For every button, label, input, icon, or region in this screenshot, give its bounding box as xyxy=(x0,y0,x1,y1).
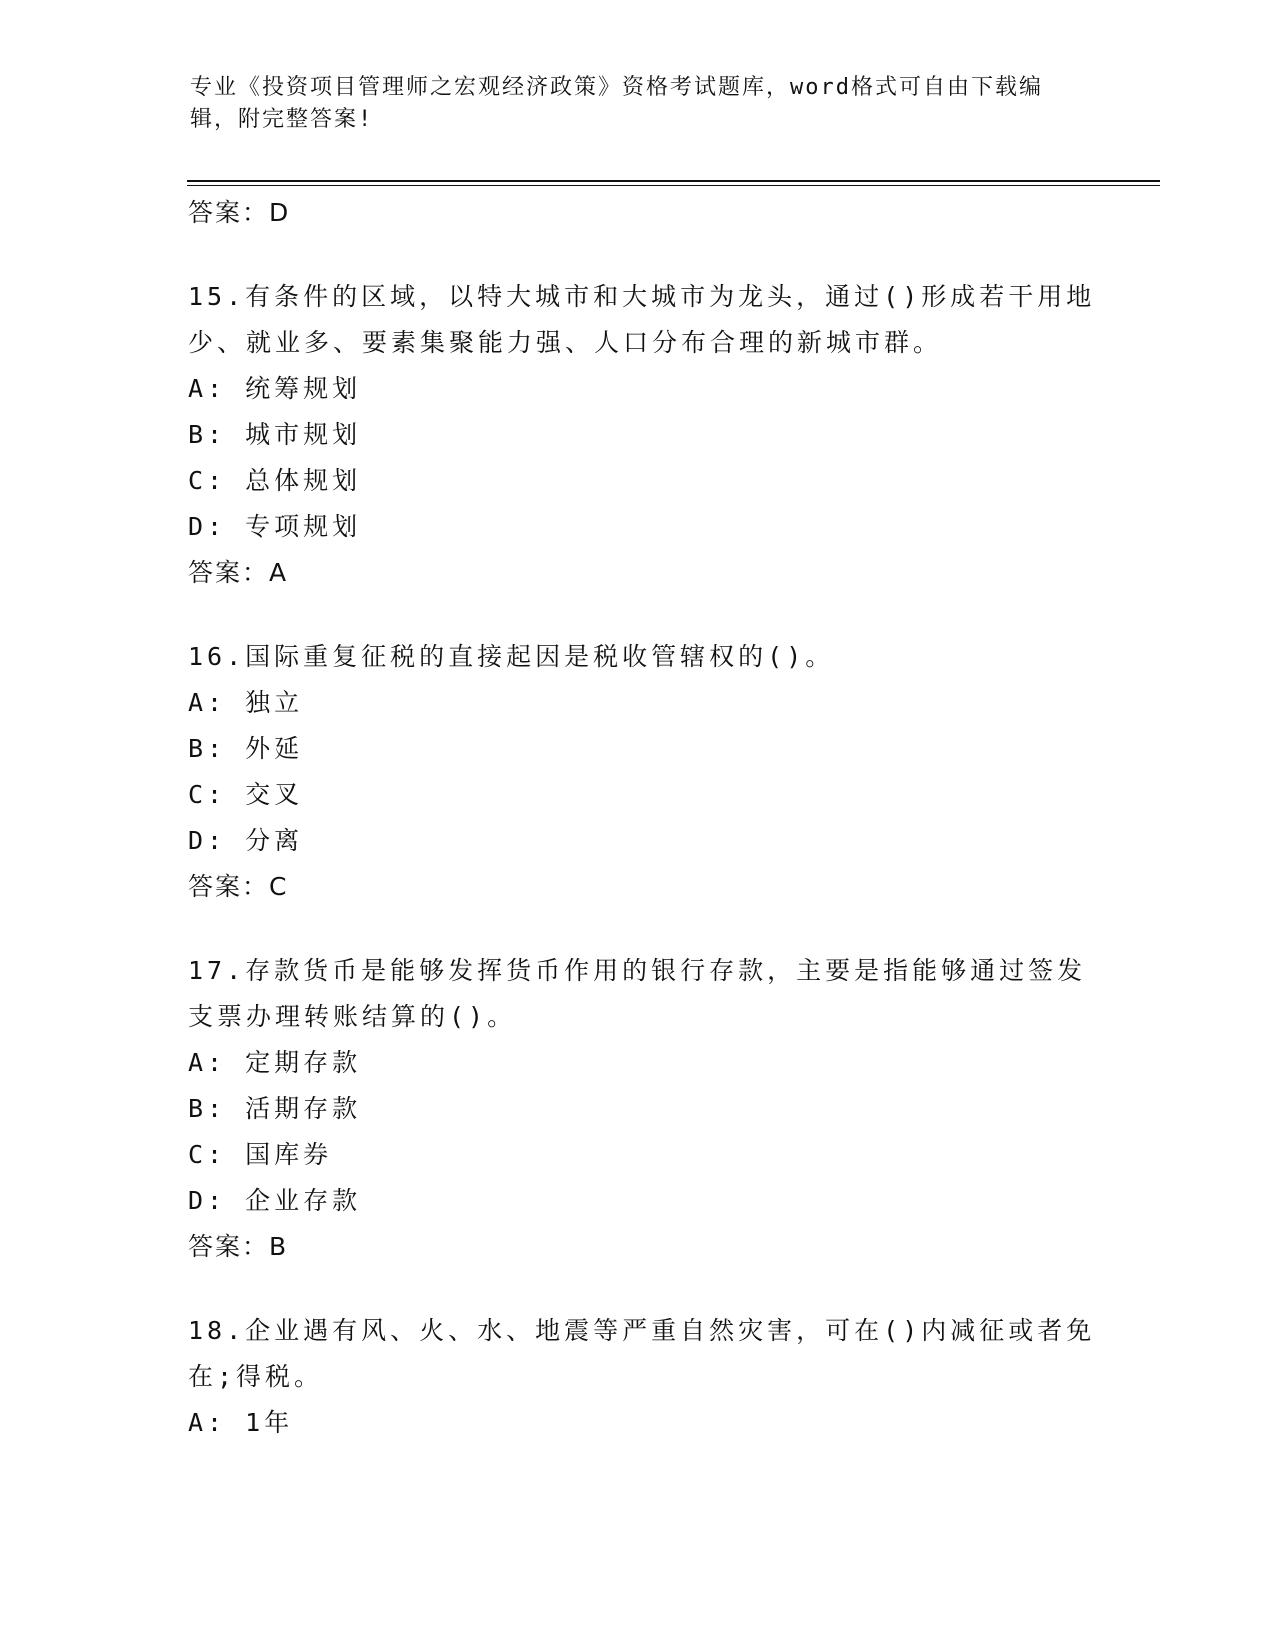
document-header: 专业《投资项目管理师之宏观经济政策》资格考试题库，word格式可自由下载编辑，附完整答案! xyxy=(190,75,1043,132)
question-text: 18.企业遇有风、火、水、地震等严重自然灾害，可在()内减征或者免在;得税。 xyxy=(188,1316,1096,1391)
question-text: 15.有条件的区域，以特大城市和大城市为龙头，通过()形成若干用地少、就业多、要素集聚能力强、人口分布合理的新城市群。 xyxy=(188,282,1096,357)
option-d: D: 企业存款 xyxy=(188,1186,362,1215)
option-d: D: 分离 xyxy=(188,826,304,855)
previous-answer: 答案：D xyxy=(188,198,291,227)
option-a: A: 统筹规划 xyxy=(188,374,362,403)
question-18 xyxy=(188,1308,1108,1446)
option-c: C: 国库券 xyxy=(188,1140,333,1169)
option-a: A: 定期存款 xyxy=(188,1048,362,1077)
option-b: B: 城市规划 xyxy=(188,420,362,449)
option-a: A: 独立 xyxy=(188,688,304,717)
question-list xyxy=(188,190,1108,1446)
header-rule-thick xyxy=(187,180,1160,182)
answer-line: 答案：A xyxy=(188,558,289,587)
question-15 xyxy=(188,274,1108,596)
option-c: C: 总体规划 xyxy=(188,466,362,495)
question-16 xyxy=(188,634,1108,910)
answer-line: 答案：B xyxy=(188,1232,289,1261)
option-b: B: 活期存款 xyxy=(188,1094,362,1123)
answer-line: 答案：C xyxy=(188,872,289,901)
header-rule-thin xyxy=(187,185,1160,186)
question-text: 16.国际重复征税的直接起因是税收管辖权的()。 xyxy=(188,642,835,671)
option-a: A: 1年 xyxy=(188,1408,294,1437)
option-b: B: 外延 xyxy=(188,734,304,763)
question-text: 17.存款货币是能够发挥货币作用的银行存款，主要是指能够通过签发支票办理转账结算的()。 xyxy=(188,956,1087,1031)
option-d: D: 专项规划 xyxy=(188,512,362,541)
option-c: C: 交叉 xyxy=(188,780,304,809)
question-17 xyxy=(188,948,1108,1270)
